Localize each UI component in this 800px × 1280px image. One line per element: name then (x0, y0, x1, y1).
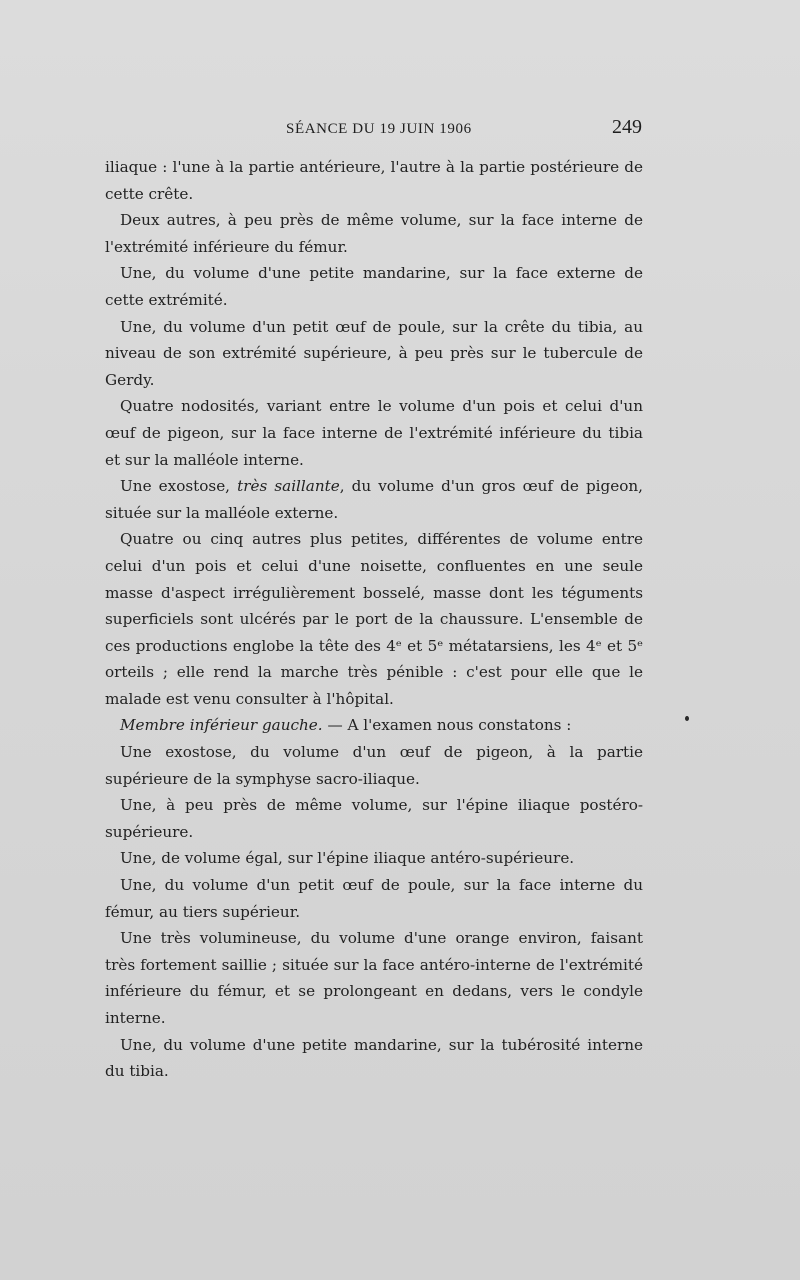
paragraph: Quatre ou cinq autres plus petites, différentes de volume entre celui d'un pois et celui d'une noisette, confluentes en une seule masse d'aspect irrégulièrement bosselé, masse dont les téguments superficiels sont ulcérés par le port de la chaussure. L'ensemble de ces productions englobe la tête des 4ᵉ et 5ᵉ métatarsiens, les 4ᵉ et 5ᵉ orteils ; elle rend la marche très pénible : c'est pour elle que le malade est venu consulter à l'hôpital. (105, 530, 643, 708)
paragraph: Une, du volume d'un petit œuf de poule, sur la face interne du fémur, au tiers supérieur. (105, 876, 643, 921)
paragraph: Une, du volume d'un petit œuf de poule, sur la crête du tibia, au niveau de son extrémité supérieure, à peu près sur le tubercule de Gerdy. (105, 317, 643, 389)
page-number: 249 (612, 116, 642, 138)
paragraph: Une, à peu près de même volume, sur l'épine iliaque postéro-supérieure. (105, 796, 643, 841)
body-text (105, 154, 643, 1085)
section-heading: Membre inférieur gauche. (120, 716, 323, 735)
paragraph: Une, de volume égal, sur l'épine iliaque antéro-supérieure. (120, 849, 575, 868)
paragraph: Une exostose, du volume d'un œuf de pigeon, à la partie supérieure de la symphyse sacro-iliaque. (105, 743, 643, 788)
paragraph: Une, du volume d'une petite mandarine, sur la face externe de cette extrémité. (105, 264, 643, 309)
paragraph: Quatre nodosités, variant entre le volume d'un pois et celui d'un œuf de pigeon, sur la face interne de l'extrémité inférieure du tibia et sur la malléole interne. (105, 397, 643, 469)
paragraph-text: , du volume d'un gros œuf de pigeon, située sur la malléole externe. (105, 477, 643, 522)
paragraph: Une très volumineuse, du volume d'une orange environ, faisant très fortement saillie ; située sur la face antéro-interne de l'extrémité inférieure du fémur, et se prolongeant en dedans, vers le condyle interne. (105, 929, 643, 1027)
paragraph (105, 473, 643, 526)
section-paragraph (105, 712, 643, 739)
paragraph-text: — A l'examen nous constatons : (322, 716, 572, 735)
page-header (0, 116, 800, 142)
paragraph: Une, du volume d'une petite mandarine, sur la tubérosité interne du tibia. (105, 1035, 643, 1081)
paragraph: Deux autres, à peu près de même volume, sur la face interne de l'extrémité inférieure du fémur. (105, 211, 643, 256)
paragraph-text: Une exostose, (120, 477, 238, 496)
emphasis-text: très saillante (237, 477, 340, 496)
paragraph: iliaque : l'une à la partie antérieure, l'autre à la partie postérieure de cette crête. (105, 158, 643, 203)
running-title: SÉANCE DU 19 JUIN 1906 (286, 121, 472, 137)
ink-speck (685, 716, 689, 721)
